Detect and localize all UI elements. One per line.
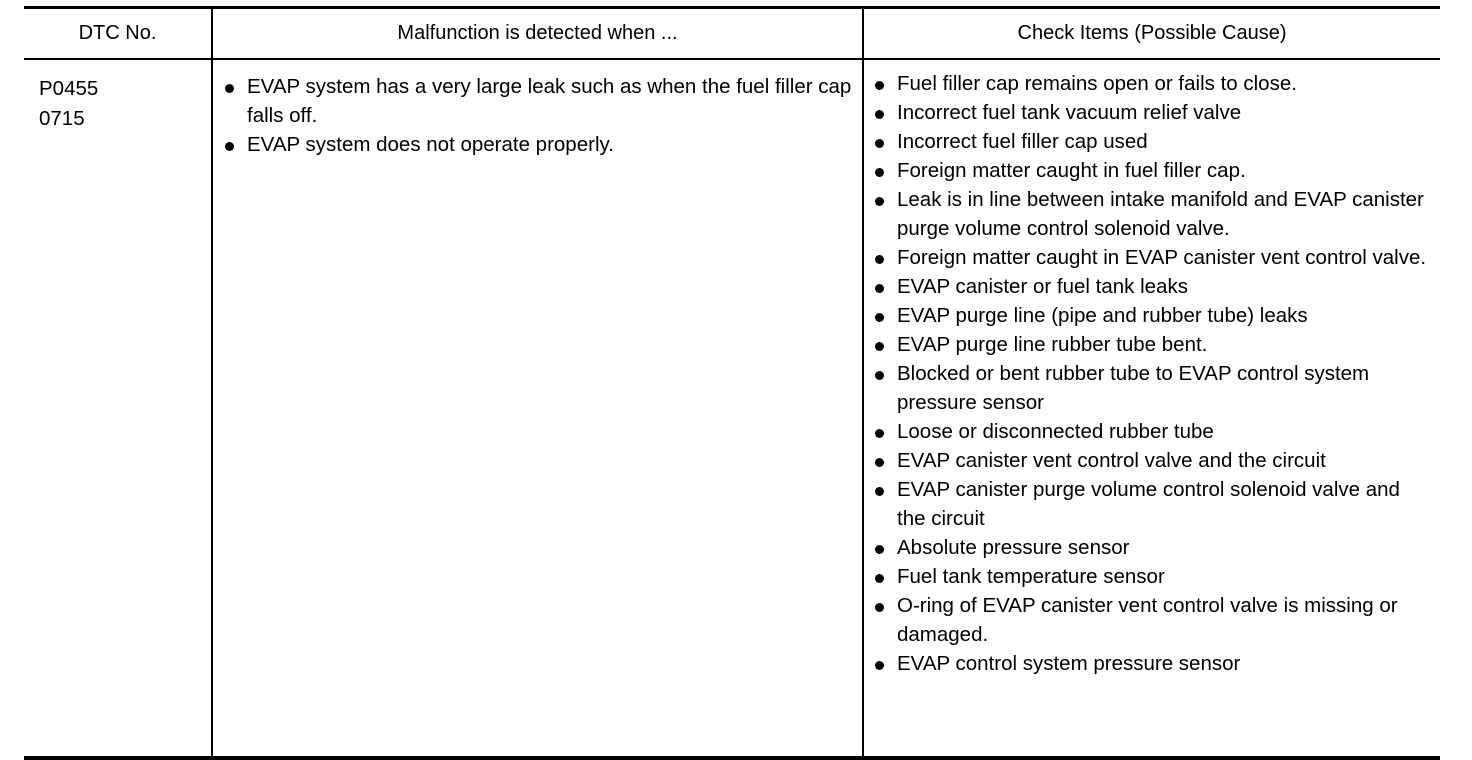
list-item: Fuel filler cap remains open or fails to close. [872, 69, 1434, 98]
list-item: O-ring of EVAP canister vent control valve is missing or damaged. [872, 591, 1434, 649]
table-row [24, 59, 1440, 758]
check-items-list [864, 60, 1440, 678]
header-malfunction: Malfunction is detected when ... [212, 8, 863, 60]
table-header-row [24, 8, 1440, 60]
list-item: Leak is in line between intake manifold and EVAP canister purge volume control solenoid valve. [872, 185, 1434, 243]
list-item: EVAP canister or fuel tank leaks [872, 272, 1434, 301]
dtc-code: P0455 [39, 77, 99, 100]
list-item: EVAP system has a very large leak such as when the fuel filler cap falls off. [222, 72, 854, 130]
list-item: Foreign matter caught in fuel filler cap. [872, 156, 1434, 185]
list-item: Foreign matter caught in EVAP canister vent control valve. [872, 243, 1434, 272]
malfunction-list [213, 60, 862, 159]
list-item: Incorrect fuel filler cap used [872, 127, 1434, 156]
list-item: EVAP control system pressure sensor [872, 649, 1434, 678]
list-item: Fuel tank temperature sensor [872, 562, 1434, 591]
list-item: EVAP canister vent control valve and the circuit [872, 446, 1434, 475]
list-item: EVAP purge line rubber tube bent. [872, 330, 1434, 359]
header-dtc-no: DTC No. [24, 8, 212, 60]
malfunction-cell [212, 59, 863, 758]
check-items-cell [863, 59, 1440, 758]
header-check-items: Check Items (Possible Cause) [863, 8, 1440, 60]
dtc-code-cell [24, 59, 212, 758]
dtc-code: 0715 [39, 107, 85, 130]
list-item: Absolute pressure sensor [872, 533, 1434, 562]
list-item: EVAP purge line (pipe and rubber tube) leaks [872, 301, 1434, 330]
dtc-table [24, 6, 1440, 760]
list-item: Loose or disconnected rubber tube [872, 417, 1434, 446]
list-item: EVAP canister purge volume control solenoid valve and the circuit [872, 475, 1434, 533]
list-item: Blocked or bent rubber tube to EVAP control system pressure sensor [872, 359, 1434, 417]
list-item: EVAP system does not operate properly. [222, 130, 854, 159]
list-item: Incorrect fuel tank vacuum relief valve [872, 98, 1434, 127]
